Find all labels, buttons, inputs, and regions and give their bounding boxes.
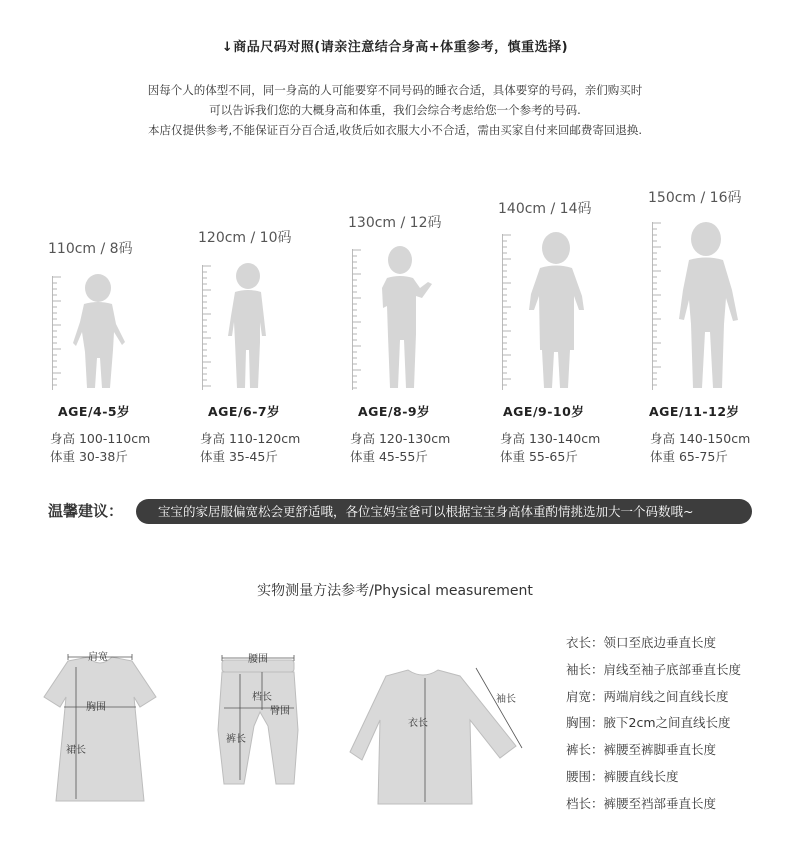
top-diagram — [348, 662, 528, 812]
dress-diagram — [40, 645, 160, 805]
legend-item: 裤长：裤腰至裤脚垂直长度 — [566, 742, 717, 758]
dress-chest-label: 胸围 — [86, 702, 106, 713]
legend-item: 胸围：腋下2cm之间直线长度 — [566, 715, 731, 731]
height-ruler — [202, 265, 214, 390]
weight-range: 体重 65-75斤 — [650, 449, 728, 464]
intro-line: 因每个人的体型不同，同一身高的人可能要穿不同号码的睡衣合适，具体要穿的号码，亲们购买时 — [147, 83, 643, 97]
age-label: AGE/6-7岁 — [208, 404, 281, 419]
height-range: 身高 100-110cm — [50, 431, 151, 446]
ruler-ticks — [52, 276, 64, 390]
tip-banner: 宝宝的家居服偏宽松会更舒适哦，各位宝妈宝爸可以根据宝宝身高体重酌情挑选加大一个码数哦~ — [136, 499, 752, 524]
ruler-ticks — [502, 234, 514, 390]
dress-shoulder-label: 肩宽 — [88, 652, 108, 663]
height-range: 身高 130-140cm — [500, 431, 601, 446]
tip-label: 温馨建议： — [48, 502, 124, 520]
ruler-ticks — [352, 249, 364, 390]
pants-waist-label: 腰围 — [248, 654, 268, 665]
age-label: AGE/4-5岁 — [58, 404, 131, 419]
height-ruler — [352, 249, 364, 390]
weight-range: 体重 30-38斤 — [50, 449, 128, 464]
weight-range: 体重 55-65斤 — [500, 449, 578, 464]
measurement-title: 实物测量方法参考/Physical measurement — [257, 583, 533, 599]
top-length-label: 衣长 — [408, 718, 428, 729]
size-label: 150cm / 16码 — [648, 190, 742, 206]
legend-item: 腰围：裤腰直线长度 — [566, 768, 679, 784]
child-silhouette — [222, 262, 274, 390]
size-label: 140cm / 14码 — [498, 201, 592, 217]
pants-diagram — [214, 650, 304, 790]
legend-item: 肩宽：两端肩线之间直线长度 — [566, 688, 729, 704]
pants-hip-label: 臀围 — [270, 706, 290, 717]
height-range: 身高 110-120cm — [200, 431, 301, 446]
legend-item: 衣长：领口至底边垂直长度 — [566, 635, 717, 650]
pants-crotch-label: 档长 — [252, 692, 272, 703]
intro-line: 可以告诉我们您的大概身高和体重，我们会综合考虑给您一个参考的号码. — [209, 103, 581, 117]
top-sleeve-label: 袖长 — [496, 694, 516, 705]
intro-notice — [0, 80, 790, 140]
age-label: AGE/11-12岁 — [649, 404, 740, 419]
child-silhouette — [70, 272, 130, 390]
legend-item: 袖长：肩线至袖子底部垂直长度 — [566, 661, 742, 677]
height-ruler — [502, 234, 514, 390]
size-label: 130cm / 12码 — [348, 215, 442, 231]
intro-line: 本店仅提供参考,不能保证百分百合适,收货后如衣服大小不合适，需由买家自付来回邮费寄回退换. — [148, 123, 642, 137]
dress-length-label: 裙长 — [66, 745, 86, 756]
size-label: 110cm / 8码 — [48, 241, 133, 257]
measurement-legend — [566, 633, 741, 821]
legend-item: 档长：裤腰至裆部垂直长度 — [566, 795, 717, 811]
weight-range: 体重 35-45斤 — [200, 449, 278, 464]
height-range: 身高 120-130cm — [350, 431, 451, 446]
age-label: AGE/9-10岁 — [503, 404, 585, 419]
child-silhouette — [376, 244, 438, 390]
child-silhouette — [526, 230, 590, 390]
ruler-ticks — [652, 222, 664, 390]
height-ruler — [652, 222, 664, 390]
age-label: AGE/8-9岁 — [358, 404, 431, 419]
size-label: 120cm / 10码 — [198, 230, 292, 246]
size-chart-title: ↓商品尺码对照(请亲注意结合身高+体重参考，慎重选择) — [221, 40, 569, 55]
pants-length-label: 裤长 — [226, 734, 246, 745]
ruler-ticks — [202, 265, 214, 390]
child-silhouette — [676, 220, 742, 390]
height-range: 身高 140-150cm — [650, 431, 751, 446]
height-ruler — [52, 276, 64, 390]
weight-range: 体重 45-55斤 — [350, 449, 428, 464]
